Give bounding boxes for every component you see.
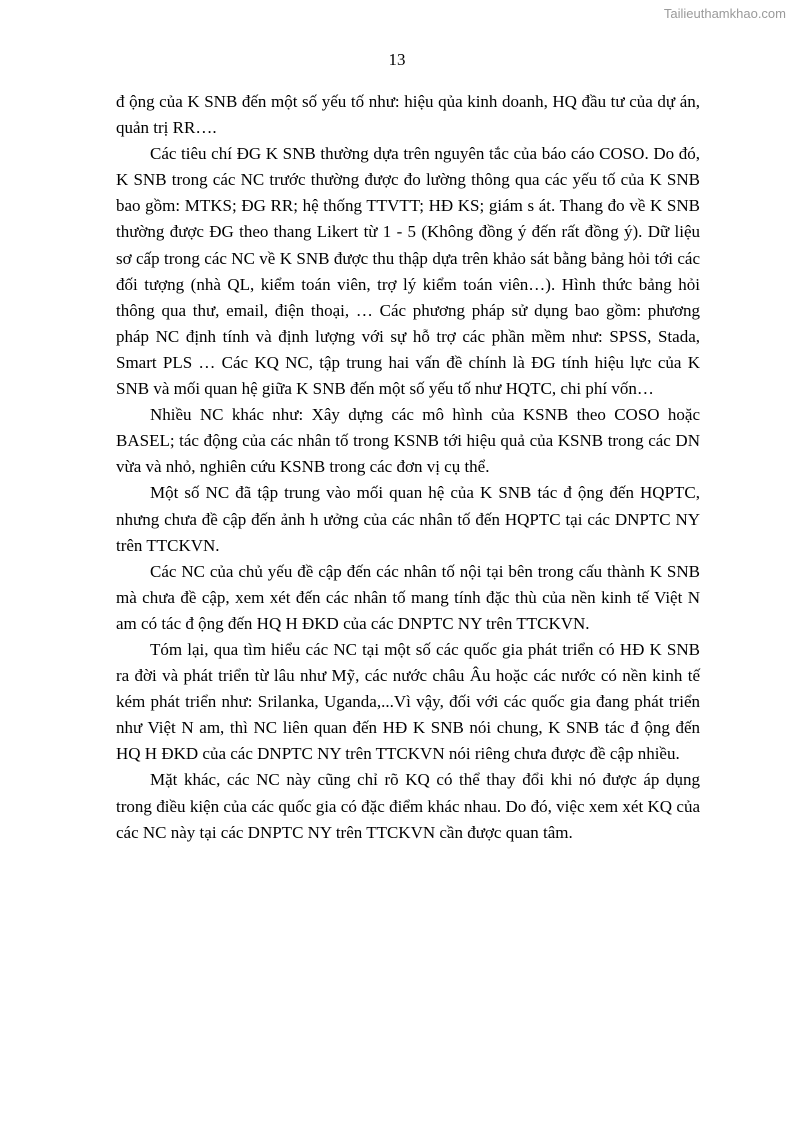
watermark-text: Tailieuthamkhao.com [663,6,786,21]
paragraph: Các NC của chủ yếu đề cập đến các nhân tố nội tại bên trong cấu thành K SNB mà chưa đề cập, xem xét đến các nhân tố mang tính đặc thù của nền kinh tế Việt N am có tác đ ộng đến HQ H ĐKD của các DNPTC NY trên TTCKVN. [116,561,700,633]
paragraph: Một số NC đã tập trung vào mối quan hệ của K SNB tác đ ộng đến HQPTC, nhưng chưa đề cập đến ảnh h ưởng của các nhân tố đến HQPTC tại các DNPTC NY trên TTCKVN. [116,483,700,555]
paragraph: Nhiều NC khác như: Xây dựng các mô hình của KSNB theo COSO hoặc BASEL; tác động của các nhân tố trong KSNB tới hiệu quả của KSNB trong các DN vừa và nhỏ, nghiên cứu KSNB trong các đơn vị cụ thể. [116,405,700,477]
paragraph: Các tiêu chí ĐG K SNB thường dựa trên nguyên tắc của báo cáo COSO. Do đó, K SNB trong các NC trước thường được đo lường thông qua các yếu tố của K SNB bao gồm: MTKS; ĐG RR; hệ thống TTVTT; HĐ KS; giám s át. Thang đo về K SNB thường được ĐG theo thang Likert từ 1 - 5 (Không đồng ý đến rất đồng ý). Dữ liệu sơ cấp trong các NC về K SNB được thu thập dựa trên khảo sát bằng bảng hỏi tới các đối tượng (nhà QL, kiểm toán viên, trợ lý kiểm toán viên…). Hình thức bảng hỏi thông qua thư, email, điện thoại, … Các phương pháp sử dụng bao gồm: phương pháp NC định tính và định lượng với sự hỗ trợ các phần mềm như: SPSS, Stada, Smart PLS … Các KQ NC, tập trung hai vấn đề chính là ĐG tính hiệu lực của K SNB và mối quan hệ giữa K SNB đến một số yếu tố như HQTC, chi phí vốn… [116,144,700,399]
paragraph: Tóm lại, qua tìm hiểu các NC tại một số các quốc gia phát triển có HĐ K SNB ra đời và phát triển từ lâu như Mỹ, các nước châu Âu hoặc các nước có nền kinh tế kém phát triển như: Srilanka, Uganda,...Vì vậy, đối với các quốc gia đang phát triển như Việt N am, thì NC liên quan đến HĐ K SNB nói chung, K SNB tác đ ộng đến HQ H ĐKD của các DNPTC NY trên TTCKVN nói riêng chưa được đề cập nhiều. [116,639,700,764]
page-number: 13 [388,50,406,69]
paragraph-continuation: đ ộng của K SNB đến một số yếu tố như: hiệu qủa kinh doanh, HQ đầu tư của dự án, quản trị RR…. [116,92,700,138]
body-text [116,89,700,846]
paragraph: Mặt khác, các NC này cũng chỉ rõ KQ có thể thay đổi khi nó được áp dụng trong điều kiện của các quốc gia có đặc điểm khác nhau. Do đó, việc xem xét KQ của các NC này tại các DNPTC NY trên TTCKVN cần được quan tâm. [116,770,700,842]
